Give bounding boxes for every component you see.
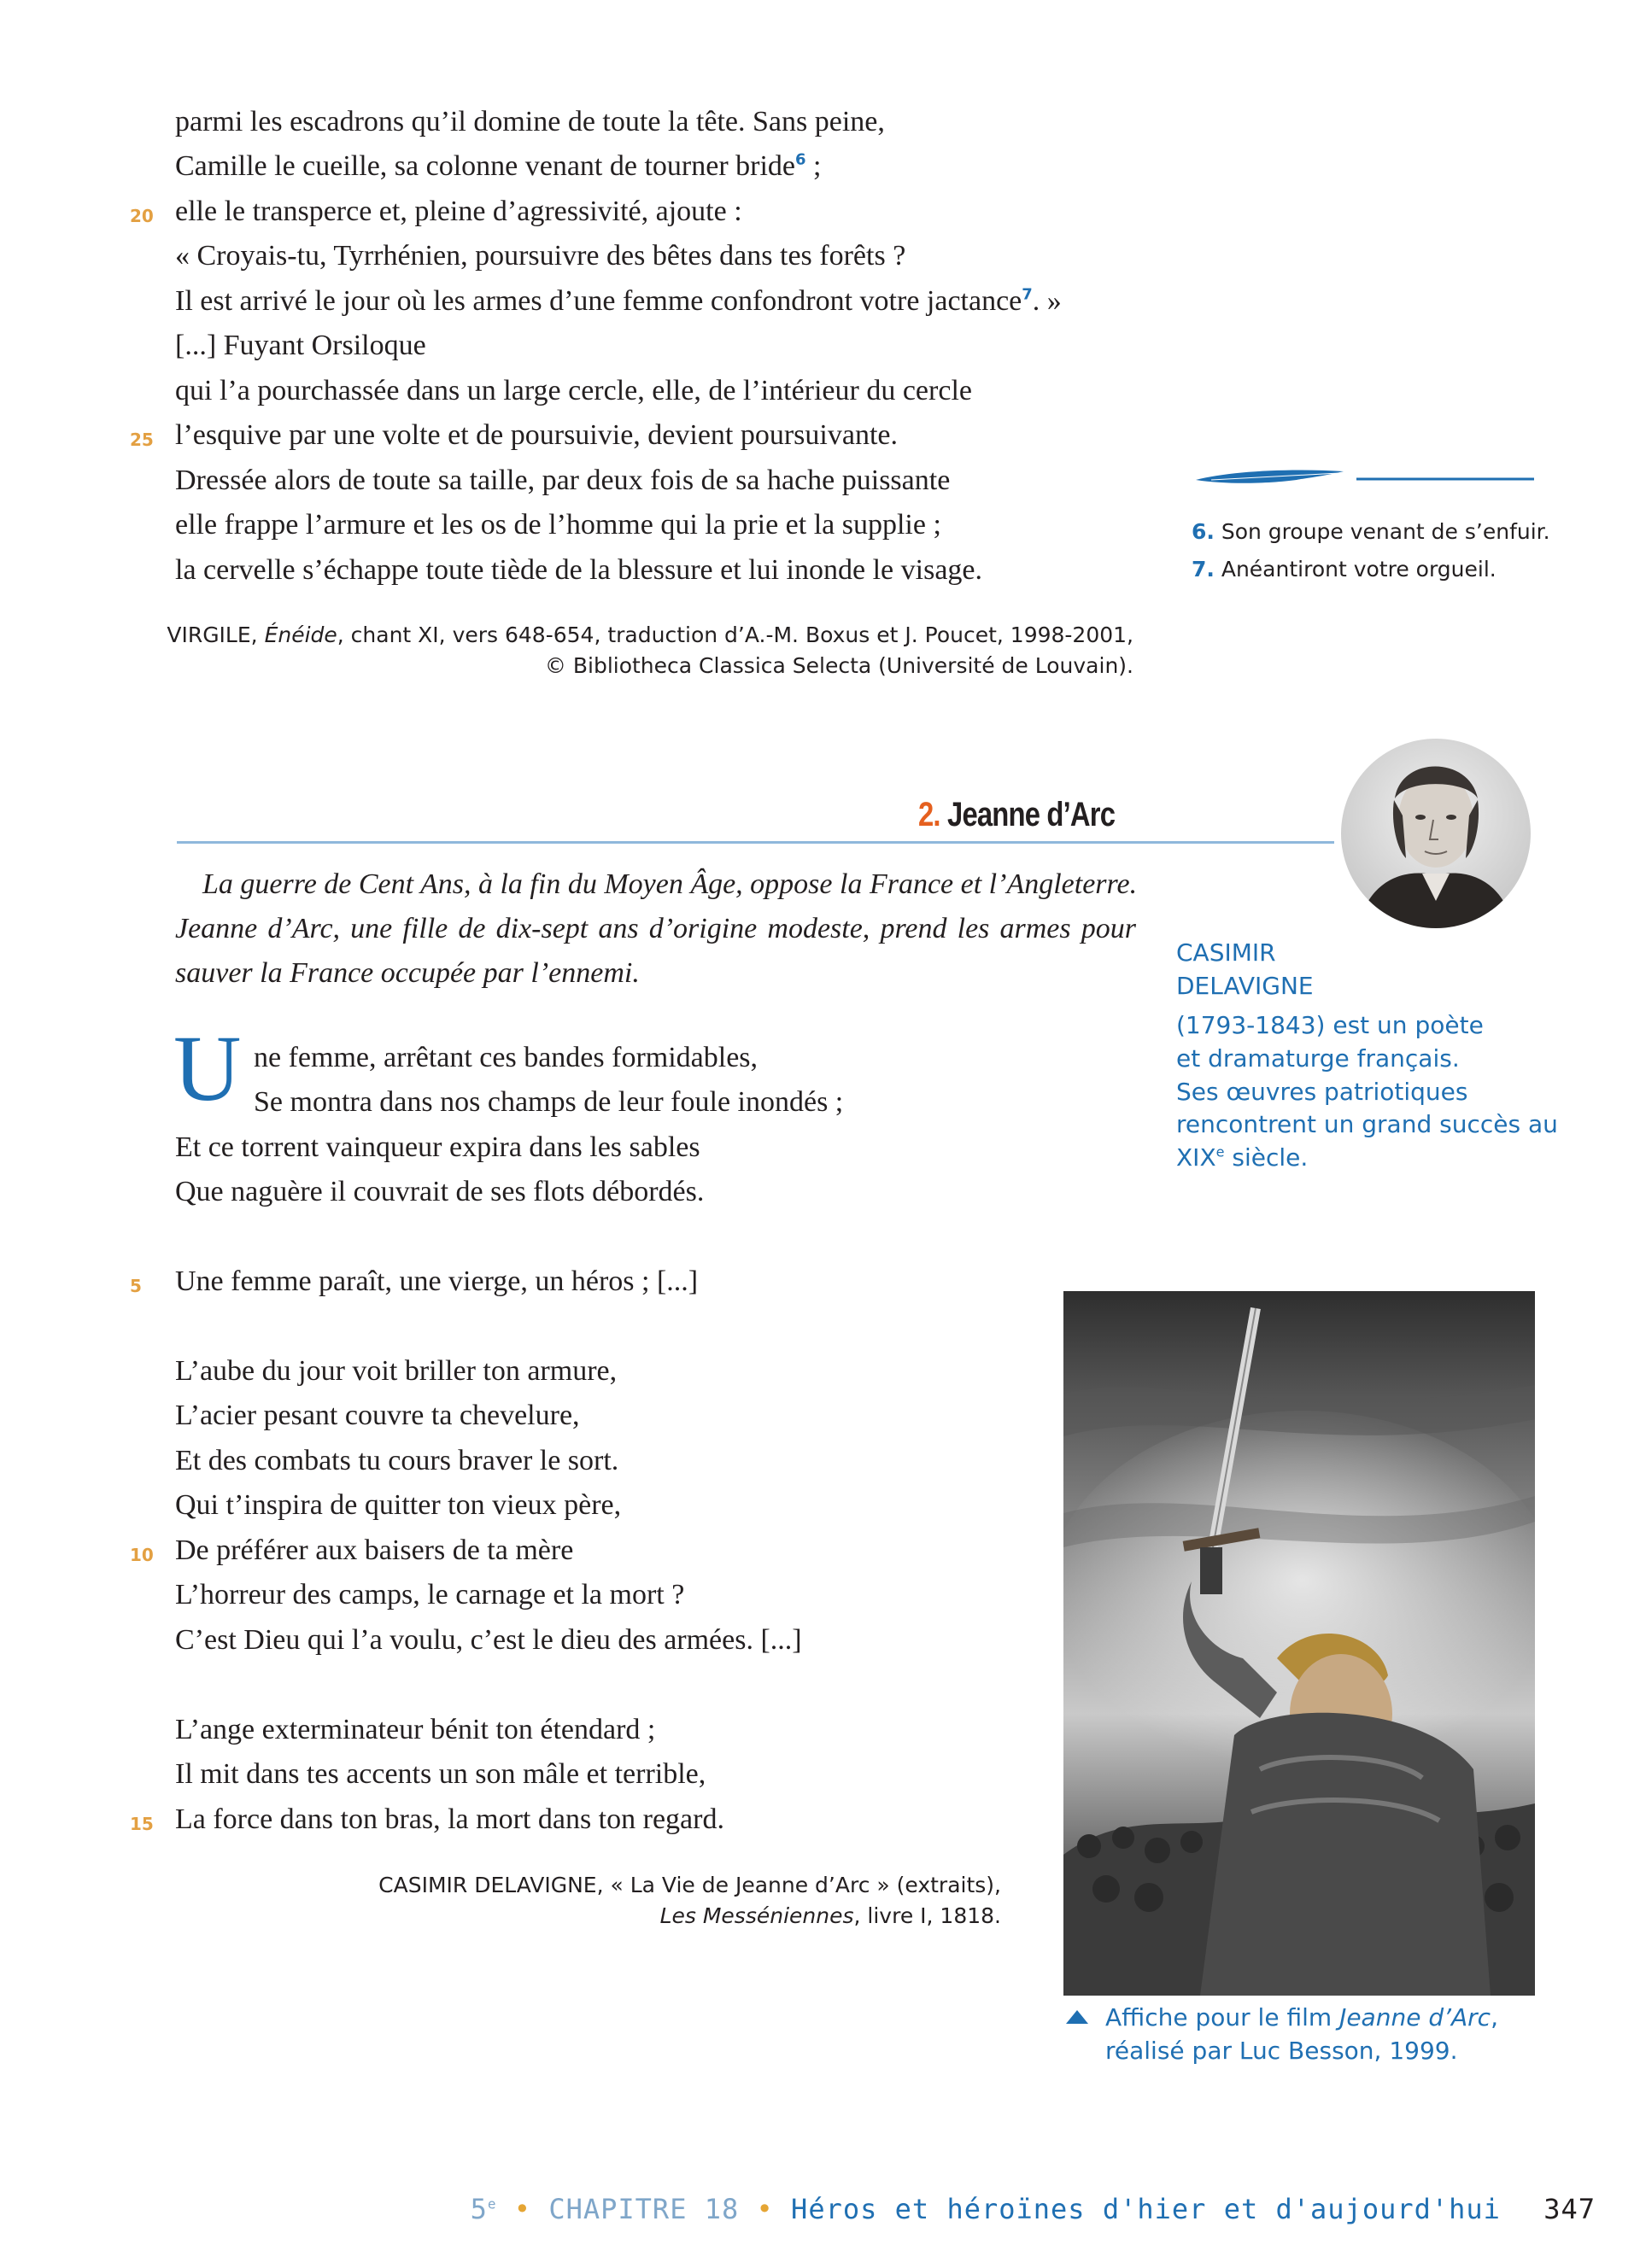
bullet-separator: •	[513, 2193, 532, 2225]
author-bio: CASIMIR DELAVIGNE (1793-1843) est un poète et dramaturge français. Ses œuvres patriotiques rencontrent un grand succès au XIXe siècle.	[1176, 938, 1558, 1172]
poem-line: Camille le cueille, sa colonne venant de tourner bride$^6$ ;	[175, 150, 822, 182]
footnote-ref[interactable]: 7	[1022, 285, 1033, 304]
footnote-6: 6. Son groupe venant de s’enfuir.	[1192, 519, 1550, 544]
section-rule	[177, 841, 1334, 844]
author-name: CASIMIR	[1176, 938, 1276, 967]
film-poster-image	[1063, 1291, 1535, 1996]
line-number: 10	[130, 1545, 154, 1565]
poem-line: l’esquive par une volte et de poursuivie, devient poursuivante.	[175, 419, 898, 451]
poem-line: qui l’a pourchassée dans un large cercle, elle, de l’intérieur du cercle	[175, 375, 972, 406]
quill-icon	[1194, 468, 1536, 490]
portrait-illustration	[1341, 739, 1531, 928]
page-number: 347	[1543, 2193, 1596, 2225]
author-name: DELAVIGNE	[1176, 971, 1314, 1000]
poster-caption: Affiche pour le film Jeanne d’Arc, réalisé par Luc Besson, 1999.	[1105, 2003, 1498, 2065]
poem-line: Dressée alors de toute sa taille, par deux fois de sa hache puissante	[175, 465, 951, 496]
poster-illustration	[1063, 1291, 1535, 1996]
poem-line: Il mit dans tes accents un son mâle et terrible,	[175, 1758, 706, 1790]
section-title: Jeanne d’Arc	[947, 796, 1116, 833]
poem-line: parmi les escadrons qu’il domine de toute la tête. Sans peine,	[175, 106, 885, 137]
bullet-separator: •	[756, 2193, 774, 2225]
poem-line: « Croyais-tu, Tyrrhénien, poursuivre des bêtes dans tes forêts ?	[175, 240, 906, 272]
poem-line: C’est Dieu qui l’a voulu, c’est le dieu des armées. [...]	[175, 1624, 802, 1656]
caption-arrow-up-icon	[1064, 2008, 1090, 2027]
poem-line: Il est arrivé le jour où les armes d’une femme confondront votre jactance$^7$. »	[175, 285, 1062, 317]
poem-line: elle frappe l’armure et les os de l’homme qui la prie et la supplie ;	[175, 509, 941, 541]
poem-line: Une femme paraît, une vierge, un héros ; [...]	[175, 1266, 699, 1297]
poem-line: elle le transperce et, pleine d’agressivité, ajoute :	[175, 196, 742, 227]
source-citation: CASIMIR DELAVIGNE, « La Vie de Jeanne d’Arc » (extraits), Les Messéniennes, livre I, 1818.	[378, 1873, 1001, 1929]
poem-line: la cervelle s’échappe toute tiède de la blessure et lui inonde le visage.	[175, 554, 982, 586]
poem-line: [...] Fuyant Orsiloque	[175, 330, 426, 361]
page-footer	[471, 2193, 1596, 2225]
footnote-ref[interactable]: 6	[795, 150, 806, 169]
poem-line: Et ce torrent vainqueur expira dans les sables	[175, 1131, 700, 1163]
section-number: 2.	[918, 796, 940, 833]
poem-line: Qui t’inspira de quitter ton vieux père,	[175, 1489, 622, 1521]
poem-line: L’acier pesant couvre ta chevelure,	[175, 1400, 580, 1431]
poem-line: De préférer aux baisers de ta mère	[175, 1534, 574, 1566]
poem-line: La force dans ton bras, la mort dans ton regard.	[175, 1803, 724, 1835]
drop-cap: U	[173, 1016, 242, 1120]
chapter-title: Héros et héroïnes d'hier et d'aujourd'hui	[791, 2193, 1501, 2225]
poem-line: Se montra dans nos champs de leur foule inondés ;	[254, 1086, 844, 1118]
poem-line: Et des combats tu cours braver le sort.	[175, 1445, 619, 1476]
line-number: 20	[130, 206, 154, 226]
footnote-7: 7. Anéantiront votre orgueil.	[1192, 557, 1496, 582]
poem-line: ne femme, arrêtant ces bandes formidables,	[254, 1042, 758, 1073]
line-number: 25	[130, 430, 154, 450]
author-portrait	[1341, 739, 1531, 928]
poem-line: L’horreur des camps, le carnage et la mort ?	[175, 1579, 685, 1610]
source-citation: VIRGILE, Énéide, chant XI, vers 648-654, traduction d’A.-M. Boxus et J. Poucet, 1998-2001, © Bibliotheca Classica Selecta (Université de Louvain).	[167, 623, 1133, 679]
section-heading	[918, 796, 1115, 834]
chapter-label: CHAPITRE 18	[548, 2193, 740, 2225]
line-number: 5	[130, 1276, 142, 1296]
poem-line: L’aube du jour voit briller ton armure,	[175, 1355, 618, 1387]
section-intro: La guerre de Cent Ans, à la fin du Moyen Âge, oppose la France et l’Angleterre. Jeanne d’Arc, une fille de dix-sept ans d’origine modeste, prend les armes pour sauver la France occupée par l’ennemi.	[175, 868, 1138, 989]
poem-line: L’ange exterminateur bénit ton étendard ;	[175, 1714, 656, 1745]
line-number: 15	[130, 1814, 154, 1834]
poem-line: Que naguère il couvrait de ses flots débordés.	[175, 1176, 705, 1207]
grade-level: 5e	[470, 2193, 497, 2225]
